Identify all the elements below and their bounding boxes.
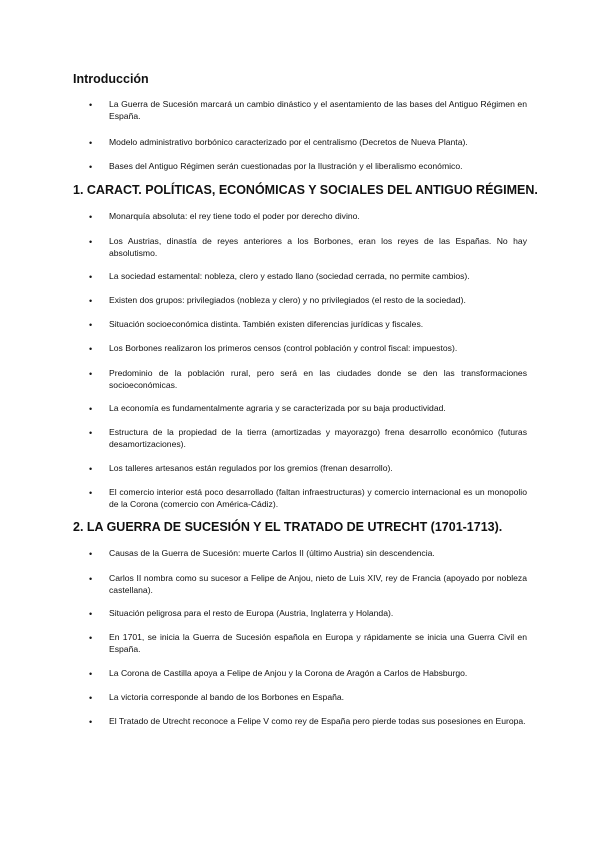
- bullet-icon: •: [89, 100, 93, 110]
- section-2-heading: 2. LA GUERRA DE SUCESIÓN Y EL TRATADO DE UTRECHT (1701-1713).: [73, 520, 503, 534]
- section-1-item-4: Existen dos grupos: privilegiados (nobleza y clero) y no privilegiados (el resto de la sociedad).: [109, 295, 466, 305]
- section-2-item-1: Causas de la Guerra de Sucesión: muerte Carlos II (último Austria) sin descendencia.: [109, 548, 435, 558]
- bullet-icon: •: [89, 237, 93, 247]
- section-2-item-7: El Tratado de Utrecht reconoce a Felipe V como rey de España pero pierde todas sus posesiones en Europa.: [109, 716, 526, 726]
- section-1-item-8: La economía es fundamentalmente agraria y se caracterizada por su baja productividad.: [109, 403, 446, 413]
- intro-heading: Introducción: [73, 72, 149, 86]
- section-2-item-5: La Corona de Castilla apoya a Felipe de Anjou y la Corona de Aragón a Carlos de Habsburgo.: [109, 668, 468, 678]
- section-1-item-7: Predominio de la población rural, pero será en las ciudades donde se den las transformaciones socioeconómicas.: [109, 368, 527, 390]
- section-1-item-2: Los Austrias, dinastía de reyes anteriores a los Borbones, eran los reyes de las Españas. No hay absolutismo.: [109, 236, 527, 258]
- bullet-icon: •: [89, 488, 93, 498]
- section-1-item-6: Los Borbones realizaron los primeros censos (control población y control fiscal: impuestos).: [109, 343, 458, 353]
- section-2-item-4: En 1701, se inicia la Guerra de Sucesión española en Europa y rápidamente se inicia una Guerra Civil en España.: [109, 632, 527, 654]
- section-1-item-9: Estructura de la propiedad de la tierra (amortizadas y mayorazgo) frena desarrollo económico (futuras desamortizaciones).: [109, 427, 527, 449]
- section-1-item-10: Los talleres artesanos están regulados por los gremios (frenan desarrollo).: [109, 463, 393, 473]
- bullet-icon: •: [89, 717, 93, 727]
- intro-item-1: La Guerra de Sucesión marcará un cambio dinástico y el asentamiento de las bases del Antiguo Régimen en España.: [109, 99, 527, 121]
- bullet-icon: •: [89, 162, 93, 172]
- bullet-icon: •: [89, 320, 93, 330]
- bullet-icon: •: [89, 609, 93, 619]
- bullet-icon: •: [89, 272, 93, 282]
- bullet-icon: •: [89, 212, 93, 222]
- bullet-icon: •: [89, 574, 93, 584]
- bullet-icon: •: [89, 344, 93, 354]
- bullet-icon: •: [89, 369, 93, 379]
- bullet-icon: •: [89, 693, 93, 703]
- section-1-item-5: Situación socioeconómica distinta. También existen diferencias jurídicas y fiscales.: [109, 319, 424, 329]
- section-1-item-3: La sociedad estamental: nobleza, clero y estado llano (sociedad cerrada, no permite cambios).: [109, 271, 470, 281]
- bullet-icon: •: [89, 669, 93, 679]
- section-2-item-6: La victoria corresponde al bando de los Borbones en España.: [109, 692, 345, 702]
- bullet-icon: •: [89, 428, 93, 438]
- bullet-icon: •: [89, 296, 93, 306]
- bullet-icon: •: [89, 464, 93, 474]
- bullet-icon: •: [89, 633, 93, 643]
- section-2-item-3: Situación peligrosa para el resto de Europa (Austria, Inglaterra y Holanda).: [109, 608, 394, 618]
- section-2-item-2: Carlos II nombra como su sucesor a Felipe de Anjou, nieto de Luis XIV, rey de Francia (apoyado por nobleza castellana).: [109, 573, 527, 595]
- section-1-heading: 1. CARACT. POLÍTICAS, ECONÓMICAS Y SOCIALES DEL ANTIGUO RÉGIMEN.: [73, 183, 538, 197]
- bullet-icon: •: [89, 549, 93, 559]
- section-1-item-1: Monarquía absoluta: el rey tiene todo el poder por derecho divino.: [109, 211, 360, 221]
- bullet-icon: •: [89, 404, 93, 414]
- intro-item-3: Bases del Antiguo Régimen serán cuestionadas por la Ilustración y el liberalismo económico.: [109, 161, 463, 171]
- intro-item-2: Modelo administrativo borbónico caracterizado por el centralismo (Decretos de Nueva Planta).: [109, 137, 468, 147]
- bullet-icon: •: [89, 138, 93, 148]
- section-1-item-11: El comercio interior está poco desarrollado (faltan infraestructuras) y comercio internacional es un monopolio de la Corona (comercio con América-Cádiz).: [109, 487, 527, 509]
